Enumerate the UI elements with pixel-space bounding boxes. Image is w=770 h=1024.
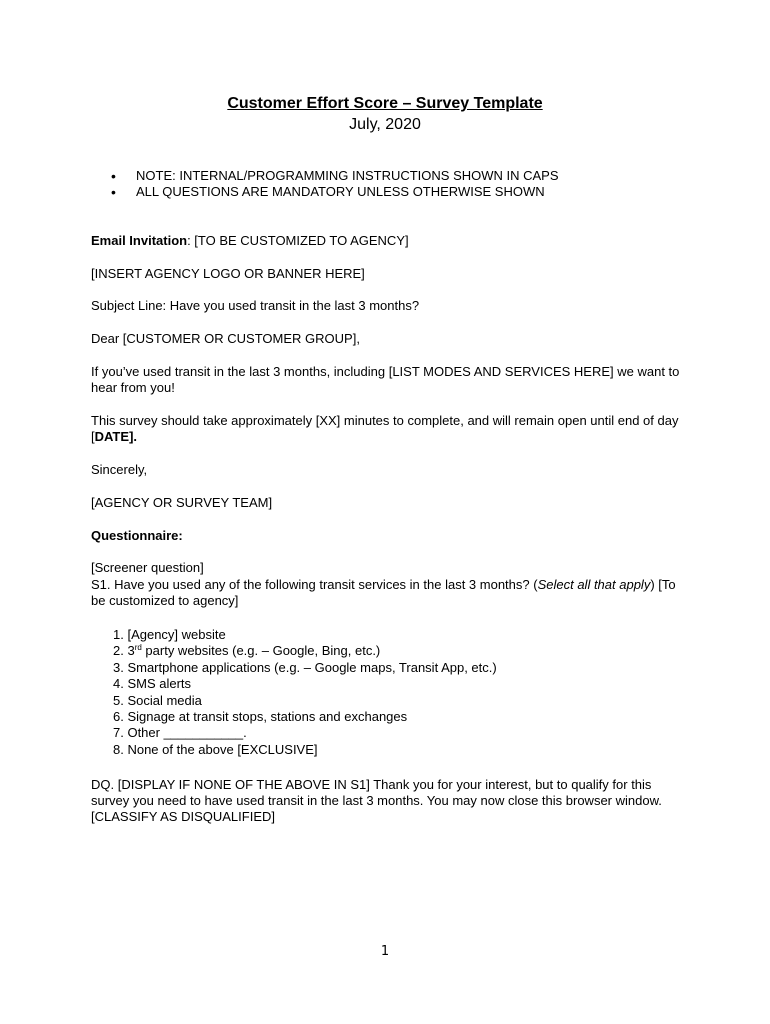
signature-line: [AGENCY OR SURVEY TEAM] (91, 495, 273, 510)
list-item: 7. Other ___________. (113, 725, 247, 741)
closing-line: Sincerely, (91, 462, 148, 477)
s1-italic: Select all that apply (537, 577, 651, 592)
notes-list (111, 168, 559, 200)
note-item: • ALL QUESTIONS ARE MANDATORY UNLESS OTHERWISE SHOWN (111, 184, 559, 200)
list-item (113, 643, 497, 659)
note-item: • NOTE: INTERNAL/PROGRAMMING INSTRUCTIONS SHOWN IN CAPS (111, 168, 559, 184)
list-item: 4. SMS alerts (113, 676, 192, 692)
page-number: 1 (380, 944, 390, 959)
body2-suffix: ]. (129, 429, 138, 444)
subject-line: Subject Line: Have you used transit in the last 3 months? (91, 298, 420, 313)
s1-suffix: ) [To be customized to agency] (91, 577, 676, 608)
option2-prefix: 2. 3 (113, 643, 135, 659)
disqualify-paragraph: DQ. [DISPLAY IF NONE OF THE ABOVE IN S1] Thank you for your interest, but to qualify for this survey you need to have used transit in the last 3 months. You may now close this browser window. [CLASSIFY AS DISQUALIFIED] (91, 777, 662, 824)
email-invitation-label: Email Invitation (91, 233, 188, 248)
email-invitation-line (91, 233, 691, 249)
email-body-paragraph-2 (91, 413, 691, 445)
document-date: July, 2020 (349, 116, 421, 133)
list-item: 3. Smartphone applications (e.g. – Google maps, Transit App, etc.) (113, 659, 497, 675)
list-item: 6. Signage at transit stops, stations and exchanges (113, 709, 408, 725)
body2-date: DATE (94, 429, 130, 444)
email-invitation-text: : [TO BE CUSTOMIZED TO AGENCY] (187, 233, 409, 248)
email-body-paragraph-1: If you’ve used transit in the last 3 months, including [LIST MODES AND SERVICES HERE] we want to hear from you! (91, 364, 680, 395)
question-s1 (91, 577, 691, 609)
list-item: 1. [Agency] website (113, 627, 226, 642)
s1-options-list (113, 627, 497, 758)
option2-superscript: rd (134, 643, 142, 653)
document-title: Customer Effort Score – Survey Template (227, 95, 543, 112)
greeting-line: Dear [CUSTOMER OR CUSTOMER GROUP], (91, 331, 360, 346)
logo-placeholder-line: [INSERT AGENCY LOGO OR BANNER HERE] (91, 266, 365, 281)
list-item: 8. None of the above [EXCLUSIVE] (113, 741, 318, 757)
questionnaire-heading: Questionnaire: (91, 528, 183, 543)
screener-label: [Screener question] (91, 560, 204, 575)
list-item: 5. Social media (113, 692, 202, 708)
s1-prefix: S1. Have you used any of the following transit services in the last 3 months? ( (91, 577, 538, 592)
option2-rest: party websites (e.g. – Google, Bing, etc.) (141, 643, 381, 659)
body2-prefix: This survey should take approximately [XX] minutes to complete, and will remain open until end of day [ (91, 413, 679, 444)
